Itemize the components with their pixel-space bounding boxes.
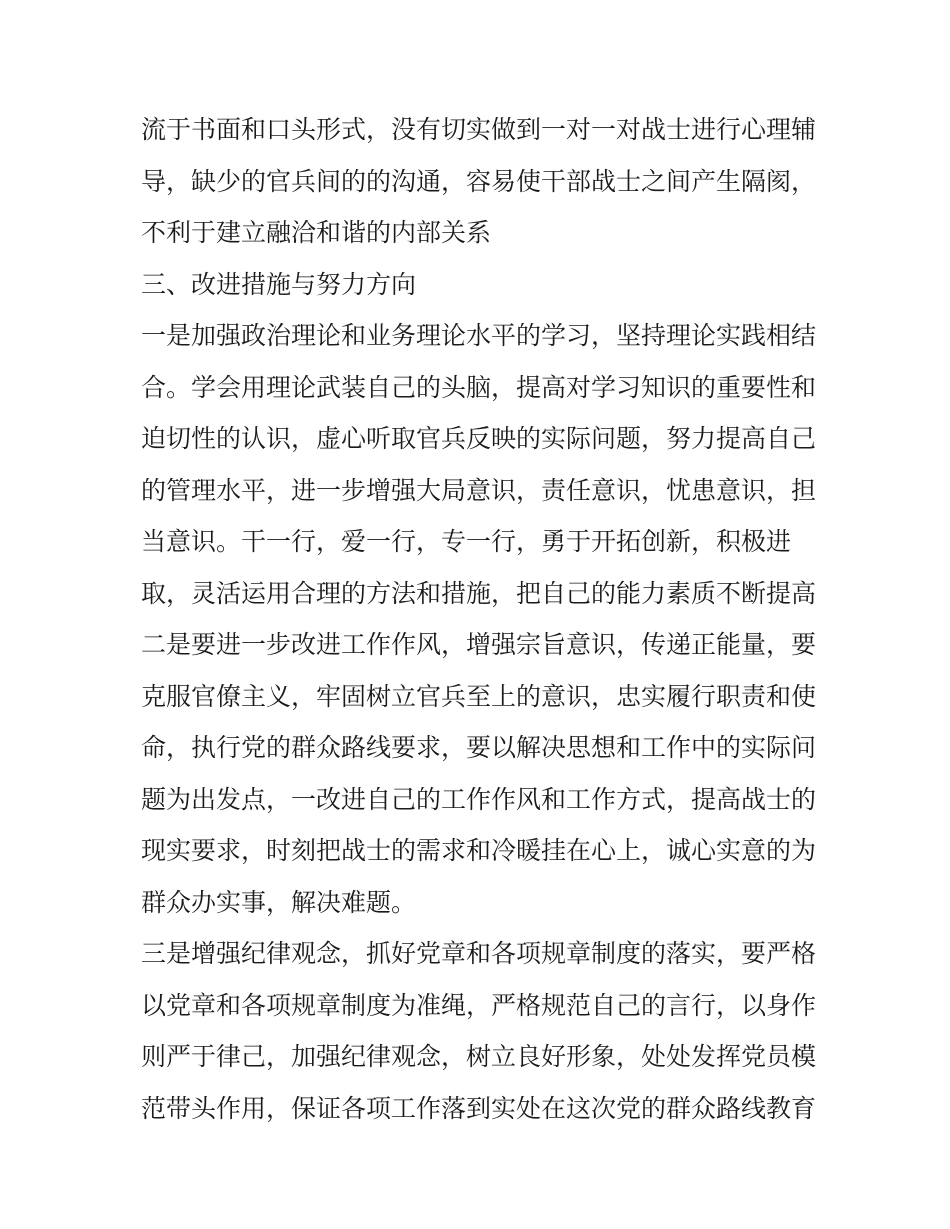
text-line: 迫切性的认识，虚心听取官兵反映的实际问题，努力提高自己 — [141, 424, 817, 453]
text-line: 题为出发点，一改进自己的工作作风和工作方式，提高战士的 — [141, 784, 817, 814]
text-line: 命，执行党的群众路线要求，要以解决思想和工作中的实际问 — [141, 733, 817, 762]
text-line: 导，缺少的官兵间的的沟通，容易使干部战士之间产生隔阂， — [141, 166, 817, 196]
text-line: 当意识。干一行，爱一行，专一行，勇于开拓创新，积极进 — [141, 527, 792, 556]
text-line: 克服官僚主义，牢固树立官兵至上的意识，忠实履行职责和使 — [141, 681, 817, 711]
text-line: 不利于建立融洽和谐的内部关系 — [141, 218, 492, 247]
text-line: 三是增强纪律观念，抓好党章和各项规章制度的落实，要严格 — [141, 939, 817, 968]
text-line: 一是加强政治理论和业务理论水平的学习，坚持理论实践相结 — [141, 321, 817, 350]
text-line: 的管理水平，进一步增强大局意识，责任意识，忧患意识，担 — [141, 475, 817, 505]
text-line: 流于书面和口头形式，没有切实做到一对一对战士进行心理辅 — [141, 115, 817, 144]
document-body — [141, 104, 821, 1134]
text-line: 以党章和各项规章制度为准绳，严格规范自己的言行，以身作 — [141, 990, 817, 1020]
text-line: 则严于律己，加强纪律观念，树立良好形象，处处发挥党员模 — [141, 1042, 817, 1071]
section-heading: 三、改进措施与努力方向 — [141, 269, 417, 299]
text-line: 二是要进一步改进工作作风，增强宗旨意识，传递正能量，要 — [141, 630, 817, 659]
text-line: 取，灵活运用合理的方法和措施，把自己的能力素质不断提高 — [141, 578, 817, 608]
text-line: 群众办实事，解决难题。 — [141, 887, 417, 917]
text-line: 合。学会用理论武装自己的头脑，提高对学习知识的重要性和 — [141, 372, 817, 402]
text-line: 现实要求，时刻把战士的需求和冷暖挂在心上，诚心实意的为 — [141, 836, 817, 865]
text-line: 范带头作用，保证各项工作落到实处在这次党的群众路线教育 — [141, 1093, 817, 1123]
